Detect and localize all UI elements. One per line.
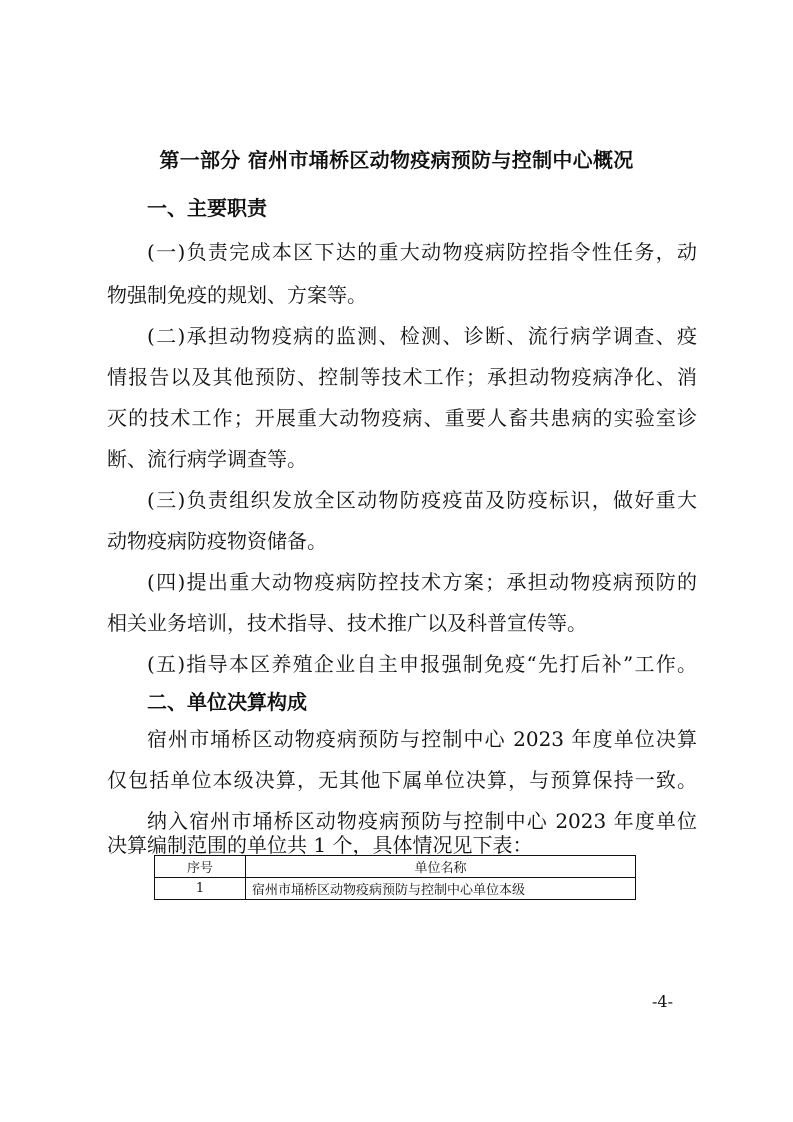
paragraph-line: (三)负责组织发放全区动物防疫疫苗及防疫标识，做好重大 (147, 488, 697, 512)
unit-table (154, 855, 636, 900)
table-cell-unit-name: 宿州市埇桥区动物疫病预防与控制中心单位本级 (246, 878, 636, 900)
paragraph-line: (五)指导本区养殖企业自主申报强制免疫“先打后补”工作。 (147, 652, 697, 676)
paragraph-line: 纳入宿州市埇桥区动物疫病预防与控制中心 2023 年度单位 (147, 809, 697, 833)
page-title: 第一部分 宿州市埇桥区动物疫病预防与控制中心概况 (159, 148, 634, 172)
paragraph-line: 宿州市埇桥区动物疫病预防与控制中心 2023 年度单位决算 (147, 727, 697, 751)
paragraph-line: 仅包括单位本级决算，无其他下属单位决算，与预算保持一致。 (107, 768, 697, 792)
section-heading-composition: 二、单位决算构成 (147, 690, 307, 714)
paragraph-line: (一)负责完成本区下达的重大动物疫病防控指令性任务，动 (147, 240, 697, 264)
table-cell-index: 1 (155, 878, 246, 900)
paragraph-line: 物强制免疫的规划、方案等。 (107, 283, 367, 307)
paragraph-line: (二)承担动物疫病的监测、检测、诊断、流行病学调查、疫 (147, 324, 697, 348)
paragraph-line: 灭的技术工作；开展重大动物疫病、重要人畜共患病的实验室诊 (107, 406, 697, 430)
paragraph-line: 相关业务培训，技术指导、技术推广以及科普宣传等。 (107, 611, 587, 635)
paragraph-line: 决算编制范围的单位共 1 个，具体情况见下表： (107, 833, 533, 857)
paragraph-line: 情报告以及其他预防、控制等技术工作；承担动物疫病净化、消 (107, 365, 697, 389)
table-header-unit-name: 单位名称 (246, 856, 636, 878)
paragraph-line: 断、流行病学调查等。 (107, 447, 307, 471)
table-row (155, 878, 636, 900)
page-number: -4- (652, 992, 673, 1011)
section-heading-duties: 一、主要职责 (147, 196, 267, 220)
paragraph-line: 动物疫病防疫物资储备。 (107, 529, 327, 553)
table-header-row (155, 856, 636, 878)
paragraph-line: (四)提出重大动物疫病防控技术方案；承担动物疫病预防的 (147, 570, 697, 594)
table-header-index: 序号 (155, 856, 246, 878)
